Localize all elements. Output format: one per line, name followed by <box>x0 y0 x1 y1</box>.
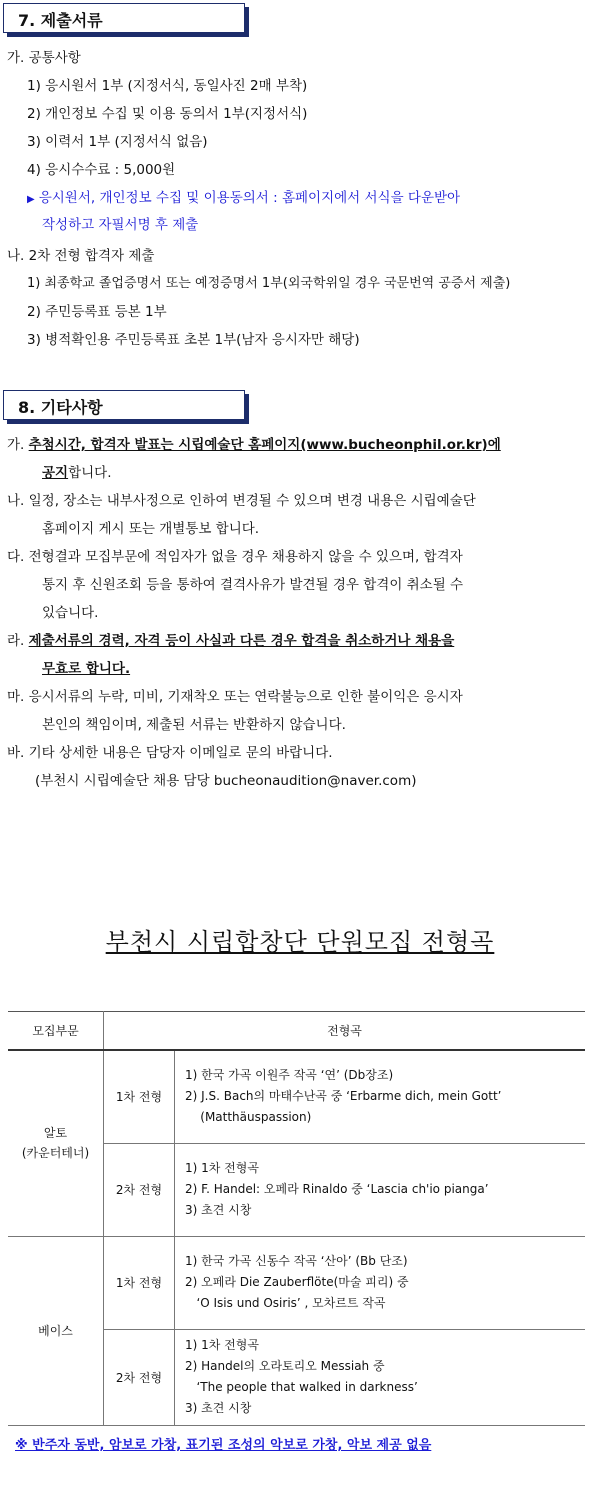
table-row <box>8 1050 585 1143</box>
audition-pieces-table <box>8 1011 585 1426</box>
sec8-ba-line-2: (부천시 시립예술단 채용 담당 bucheonaudition@naver.com) <box>35 773 417 789</box>
triangle-bullet-icon: ▶ <box>27 194 35 205</box>
piece-list <box>175 1236 586 1329</box>
sec8-da-line-2: 통지 후 신원조회 등을 통하여 결격사유가 발견될 경우 합격이 취소될 수 <box>42 577 464 593</box>
sec8-ra-line-2: 무효로 합니다. <box>42 661 131 677</box>
sec7-b-item: 3) 병적확인용 주민등록표 초본 1부(남자 응시자만 해당) <box>27 332 360 348</box>
sec7-a-title: 가. 공통사항 <box>7 50 81 66</box>
footnote: ※ 반주자 동반, 암보로 가창, 표기된 조성의 악보로 가창, 악보 제공 없음 <box>15 1438 432 1453</box>
sec7-b-item: 2) 주민등록표 등본 1부 <box>27 304 167 320</box>
stage-label: 2차 전형 <box>104 1143 175 1236</box>
sec8-da-line-1: 다. 전형결과 모집부문에 적임자가 없을 경우 채용하지 않을 수 있으며, 합격자 <box>7 549 463 565</box>
stage-label: 2차 전형 <box>104 1329 175 1425</box>
piece-list <box>175 1050 586 1143</box>
notice-text: 합니다. <box>68 465 112 481</box>
item-prefix: 가. <box>7 437 25 453</box>
pieces-title <box>0 922 600 957</box>
piece-line: ‘O Isis und Osiris’ , 모차르트 작곡 <box>185 1296 386 1310</box>
sec8-ma-line-1: 마. 응시서류의 누락, 미비, 기재착오 또는 연락불능으로 인한 불이익은 응시자 <box>7 689 463 705</box>
sec8-na-line-2: 홈페이지 게시 또는 개별통보 합니다. <box>42 521 260 537</box>
piece-line: 3) 초견 시창 <box>185 1203 252 1217</box>
sec7-b-title: 나. 2차 전형 합격자 제출 <box>7 248 155 264</box>
part-alto <box>8 1050 104 1236</box>
section-7-title: 7. 제출서류 <box>18 11 103 30</box>
piece-line: ‘The people that walked in darkness’ <box>185 1380 418 1394</box>
piece-line: 2) J.S. Bach의 마태수난곡 중 ‘Erbarme dich, mein Gott’ <box>185 1089 502 1104</box>
piece-line: 2) Handel의 오라토리오 Messiah 중 <box>185 1359 385 1373</box>
sec8-ga-line-2 <box>42 463 112 483</box>
part-label: (카운터테너) <box>21 1146 90 1161</box>
piece-line: 1) 한국 가곡 이원주 작곡 ‘연’ (Db장조) <box>185 1068 394 1083</box>
part-label: 알토 <box>43 1126 68 1141</box>
sec8-ra-line-1 <box>7 631 454 651</box>
sec8-ma-line-2: 본인의 책임이며, 제출된 서류는 반환하지 않습니다. <box>42 717 346 733</box>
sec7-b-item: 1) 최종학교 졸업증명서 또는 예정증명서 1부(외국학위일 경우 국문번역 공증서 제출) <box>27 276 511 291</box>
piece-line: 2) 오페라 Die Zauberflöte(마술 피리) 중 <box>185 1275 409 1289</box>
sec7-note-line-1 <box>27 188 460 210</box>
piece-list <box>175 1143 586 1236</box>
stage-label: 1차 전형 <box>104 1050 175 1143</box>
part-label: 베이스 <box>38 1323 73 1338</box>
sec8-da-line-3: 있습니다. <box>42 605 99 621</box>
sec8-ga-line-1 <box>7 435 501 455</box>
sec7-a-item: 3) 이력서 1부 (지정서식 없음) <box>27 134 208 150</box>
piece-list <box>175 1329 586 1425</box>
notice-highlight: 추첨시간, 합격자 발표는 시립예술단 홈페이지(www.bucheonphil.or.kr)에 <box>28 437 501 453</box>
piece-line: 1) 1차 전형곡 <box>185 1161 259 1175</box>
notice-highlight: 공지 <box>42 465 69 481</box>
header-piece: 전형곡 <box>104 1012 586 1051</box>
sec7-a-item: 4) 응시수수료 : 5,000원 <box>27 162 176 178</box>
section-8-heading <box>3 390 245 420</box>
sec8-na-line-1: 나. 일정, 장소는 내부사정으로 인하여 변경될 수 있으며 변경 내용은 시립예술단 <box>7 493 476 509</box>
section-8-title: 8. 기타사항 <box>18 398 103 417</box>
sec7-note-line-2: 작성하고 자필서명 후 제출 <box>42 217 199 233</box>
item-prefix: 라. <box>7 633 25 649</box>
notice-highlight: 제출서류의 경력, 자격 등이 사실과 다른 경우 합격을 취소하거나 채용을 <box>28 633 455 649</box>
pieces-title-text: 부천시 시립합창단 단원모집 전형곡 <box>105 928 495 956</box>
piece-line: (Matthäuspassion) <box>185 1110 312 1125</box>
table-header-row <box>8 1012 585 1051</box>
sec8-ba-line-1: 바. 기타 상세한 내용은 담당자 이메일로 문의 바랍니다. <box>7 745 333 761</box>
piece-line: 1) 한국 가곡 신동수 작곡 ‘산아’ (Bb 단조) <box>185 1254 408 1268</box>
sec7-a-item: 1) 응시원서 1부 (지정서식, 동일사진 2매 부착) <box>27 78 308 94</box>
part-bass <box>8 1236 104 1425</box>
stage-label: 1차 전형 <box>104 1236 175 1329</box>
piece-line: 2) F. Handel: 오페라 Rinaldo 중 ‘Lascia ch'io pianga’ <box>185 1182 489 1196</box>
note-text: 응시원서, 개인정보 수집 및 이용동의서 : 홈페이지에서 서식을 다운받아 <box>38 190 461 206</box>
sec7-a-item: 2) 개인정보 수집 및 이용 동의서 1부(지정서식) <box>27 106 308 122</box>
piece-line: 1) 1차 전형곡 <box>185 1338 259 1352</box>
header-part: 모집부문 <box>8 1012 104 1051</box>
piece-line: 3) 초견 시창 <box>185 1401 252 1415</box>
table-row <box>8 1236 585 1329</box>
section-7-heading <box>3 3 245 33</box>
